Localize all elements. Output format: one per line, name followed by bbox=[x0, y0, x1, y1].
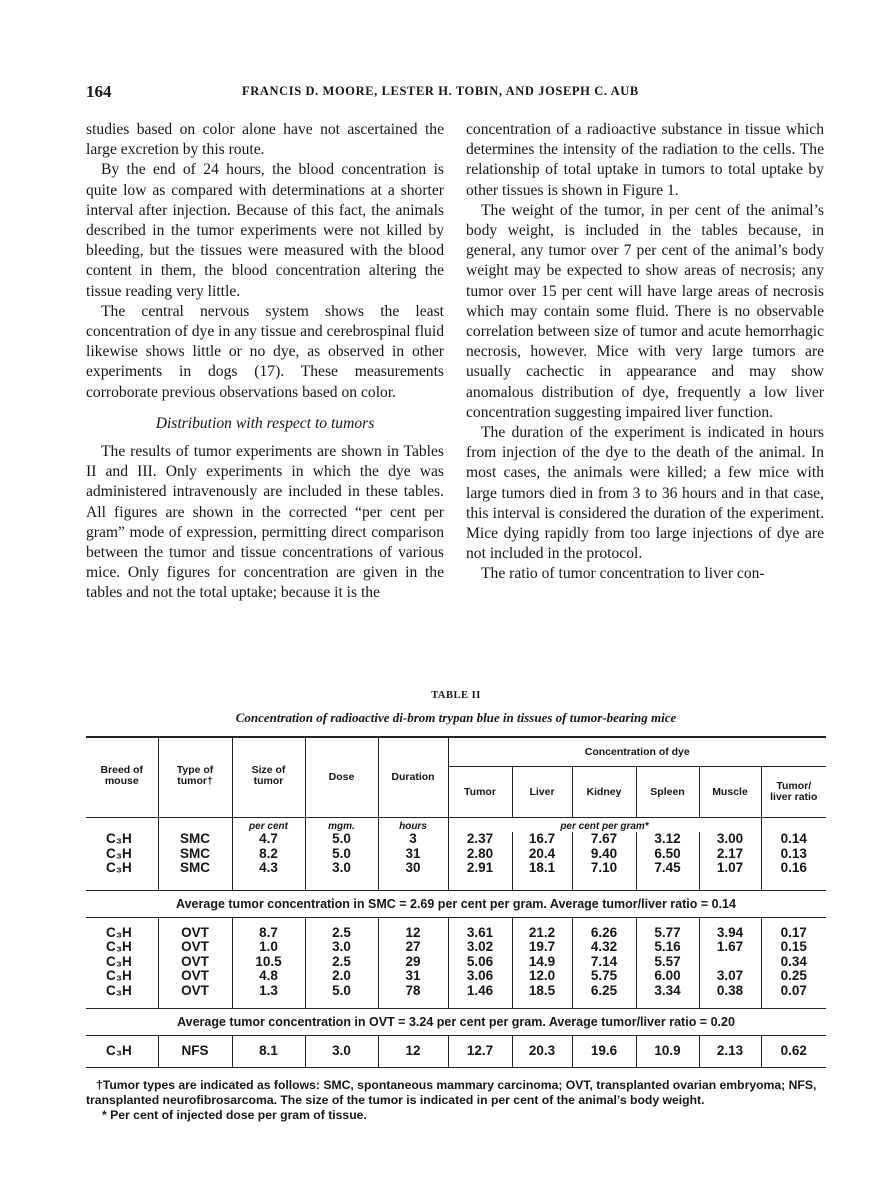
cell-liver: 21.2 19.7 14.9 12.0 18.5 bbox=[512, 917, 572, 1009]
cell-dose: 2.5 3.0 2.5 2.0 5.0 bbox=[305, 917, 378, 1009]
paragraph: The ratio of tumor concentration to liver con- bbox=[481, 565, 765, 583]
cell-tumor: 12.7 bbox=[448, 1036, 512, 1068]
footnote-dagger: †Tumor types are indicated as follows: SMC, spontaneous mammary carcinoma; OVT, transplanted ovarian embryoma; NFS, transplanted neurofibrosarcoma. The size of the tumor is indicated in per cent of the animal’s body weight. bbox=[86, 1078, 817, 1107]
paragraph: The duration of the experiment is indicated in hours from injection of the dye to the death of the animal. In most cases, the animals were killed; a few mice with large tumors died in from 3 to 36 hours and in that case, this interval is considered the duration of the experiment. Mice dying rapidly from too large injections of dye are not included in the protocol. bbox=[466, 424, 824, 563]
col-header-breed: Breed of mouse bbox=[100, 763, 144, 787]
cell-type: OVT OVT OVT OVT OVT bbox=[158, 917, 232, 1009]
cell-kidney: 7.67 9.40 7.10 bbox=[572, 832, 636, 890]
paragraph: The results of tumor experiments are shown in Tables II and III. Only experiments in which the dye was administered intravenously are included in these tables. All figures are shown in the corrected “per cent per gram” mode of expression, permitting direct comparison between the tumor and tissue concentrations of various mice. Only figures for concentration are given in the tables and not the total uptake; because it is the bbox=[86, 443, 444, 602]
col-header-liver: Liver bbox=[512, 767, 572, 818]
paragraph: By the end of 24 hours, the blood concentration is quite low as compared with determinations at a shorter interval after injection. Because of this fact, the animals described in the tumor experiments were not killed by bleeding, but the tissues were measured with the blood content in them, the blood concentration altering the tissue reading very little. bbox=[86, 161, 444, 300]
cell-ratio: 0.17 0.15 0.34 0.25 0.07 bbox=[761, 917, 826, 1009]
col-header-spleen: Spleen bbox=[636, 767, 699, 818]
running-header bbox=[86, 82, 826, 104]
cell-duration: 3 31 30 bbox=[378, 832, 448, 890]
table-row bbox=[86, 917, 826, 1009]
paragraph: The central nervous system shows the least concentration of dye in any tissue and cerebrospinal fluid likewise shows little or no dye, as observed in other experiments in dogs (17). These measurements corroborate previous observations based on color. bbox=[86, 302, 444, 401]
running-head-authors: FRANCIS D. MOORE, LESTER H. TOBIN, AND JOSEPH C. AUB bbox=[242, 84, 639, 98]
cell-ratio: 0.14 0.13 0.16 bbox=[761, 832, 826, 890]
cell-ratio: 0.62 bbox=[761, 1036, 826, 1068]
table-label: TABLE II bbox=[431, 690, 481, 701]
table-footnotes bbox=[86, 1078, 826, 1123]
cell-size: 4.7 8.2 4.3 bbox=[232, 832, 305, 890]
col-header-type: Type of tumor† bbox=[158, 737, 232, 818]
col-header-size: Size of tumor bbox=[232, 737, 305, 818]
data-table bbox=[86, 736, 826, 1068]
cell-muscle: 3.00 2.17 1.07 bbox=[699, 832, 761, 890]
cell-spleen: 10.9 bbox=[636, 1036, 699, 1068]
average-smc: Average tumor concentration in SMC = 2.69 per cent per gram. Average tumor/liver ratio = 0.14 bbox=[176, 896, 736, 911]
table-caption: Concentration of radioactive di-brom trypan blue in tissues of tumor-bearing mice bbox=[235, 710, 677, 725]
section-heading: Distribution with respect to tumors bbox=[155, 414, 375, 432]
cell-breed: C₃H C₃H C₃H C₃H C₃H bbox=[106, 924, 132, 998]
cell-spleen: 3.12 6.50 7.45 bbox=[636, 832, 699, 890]
units-duration: hours bbox=[378, 818, 448, 833]
cell-kidney: 19.6 bbox=[572, 1036, 636, 1068]
left-column bbox=[86, 120, 444, 604]
cell-dose: 5.0 5.0 3.0 bbox=[305, 832, 378, 890]
col-header-tumor: Tumor bbox=[448, 767, 512, 818]
cell-tumor: 3.61 3.02 5.06 3.06 1.46 bbox=[448, 917, 512, 1009]
footnote-asterisk: * Per cent of injected dose per gram of tissue. bbox=[102, 1108, 367, 1122]
cell-size: 8.1 bbox=[232, 1036, 305, 1068]
cell-kidney: 6.26 4.32 7.14 5.75 6.25 bbox=[572, 917, 636, 1009]
table-header-row bbox=[86, 737, 826, 767]
col-header-kidney: Kidney bbox=[572, 767, 636, 818]
table-row bbox=[86, 832, 826, 890]
cell-type: NFS bbox=[158, 1036, 232, 1068]
cell-liver: 16.7 20.4 18.1 bbox=[512, 832, 572, 890]
cell-muscle: 2.13 bbox=[699, 1036, 761, 1068]
table-row bbox=[86, 1036, 826, 1068]
col-header-muscle: Muscle bbox=[699, 767, 761, 818]
col-header-ratio: Tumor/ liver ratio bbox=[761, 767, 826, 818]
paragraph: studies based on color alone have not ascertained the large excretion by this route. bbox=[86, 121, 444, 159]
page-number: 164 bbox=[86, 82, 112, 101]
units-dose: mgm. bbox=[305, 818, 378, 833]
units-concentration: per cent per gram* bbox=[448, 818, 761, 833]
average-row bbox=[86, 1009, 826, 1036]
cell-breed: C₃H C₃H C₃H bbox=[106, 831, 132, 875]
units-size: per cent bbox=[232, 818, 305, 833]
cell-spleen: 5.77 5.16 5.57 6.00 3.34 bbox=[636, 917, 699, 1009]
col-header-concentration: Concentration of dye bbox=[448, 737, 826, 767]
cell-duration: 12 bbox=[378, 1036, 448, 1068]
right-column bbox=[466, 120, 824, 585]
col-header-duration: Duration bbox=[378, 737, 448, 818]
cell-dose: 3.0 bbox=[305, 1036, 378, 1068]
cell-tumor: 2.37 2.80 2.91 bbox=[448, 832, 512, 890]
cell-muscle: 3.94 1.67 3.07 0.38 bbox=[699, 917, 761, 1009]
average-row bbox=[86, 890, 826, 917]
units-row bbox=[86, 818, 826, 833]
cell-duration: 12 27 29 31 78 bbox=[378, 917, 448, 1009]
average-ovt: Average tumor concentration in OVT = 3.24 per cent per gram. Average tumor/liver ratio = 0.20 bbox=[177, 1015, 735, 1029]
cell-liver: 20.3 bbox=[512, 1036, 572, 1068]
cell-type: SMC SMC SMC bbox=[158, 832, 232, 890]
cell-size: 8.7 1.0 10.5 4.8 1.3 bbox=[232, 917, 305, 1009]
paragraph: concentration of a radioactive substance in tissue which determines the intensity of the radiation to the cells. The relationship of total uptake in tumors to total uptake by other tissues is shown in Figure 1. bbox=[466, 121, 824, 199]
paragraph: The weight of the tumor, in per cent of the animal’s body weight, is included in the tables because, in general, any tumor over 7 per cent of the animal’s body weight may be expected to show areas of necrosis; any tumor over 15 per cent will have large areas of necrosis which may contain some fluid. There is no observable correlation between size of tumor and acute hemorrhagic necrosis, however. Mice with very large tumors are usually cachectic in appearance and may show anomalous distribution of dye, frequently a low liver concentration suggesting impaired liver function. bbox=[466, 201, 824, 421]
col-header-dose: Dose bbox=[305, 737, 378, 818]
cell-breed: C₃H bbox=[106, 1043, 132, 1058]
